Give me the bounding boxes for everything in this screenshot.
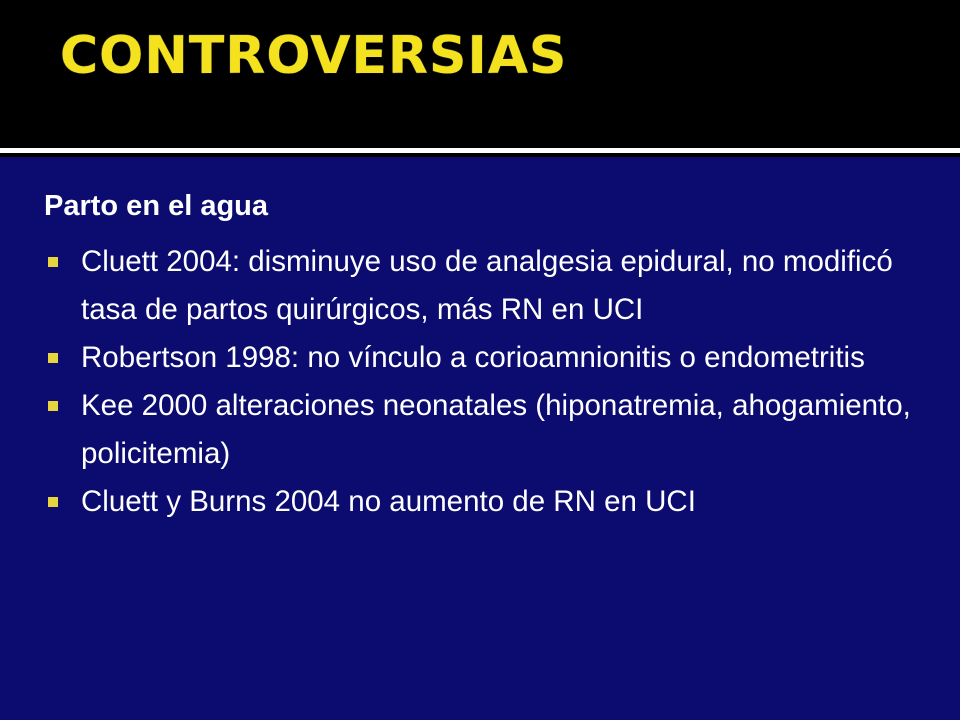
title-divider (0, 148, 960, 153)
content-area (0, 157, 960, 720)
slide-title: CONTROVERSIAS (60, 26, 568, 86)
square-bullet-icon (48, 401, 58, 411)
bullet-text: Cluett 2004: disminuye uso de analgesia epidural, no modificó tasa de partos quirúrgicos, más RN en UCI (81, 245, 893, 326)
square-bullet-icon (48, 353, 58, 363)
bullet-text: Robertson 1998: no vínculo a corioamnionitis o endometritis (81, 341, 865, 374)
bullet-text: Cluett y Burns 2004 no aumento de RN en UCI (81, 485, 696, 518)
bullet-list (44, 238, 934, 526)
square-bullet-icon (48, 257, 58, 267)
bullet-text: Kee 2000 alteraciones neonatales (hiponatremia, ahogamiento, policitemia) (81, 389, 911, 470)
bullet-item (44, 478, 934, 526)
section-heading: Parto en el agua (44, 190, 269, 222)
title-band (0, 0, 960, 145)
bullet-item (44, 382, 934, 478)
bullet-item (44, 238, 934, 334)
bullet-item (44, 334, 934, 382)
square-bullet-icon (48, 497, 58, 507)
